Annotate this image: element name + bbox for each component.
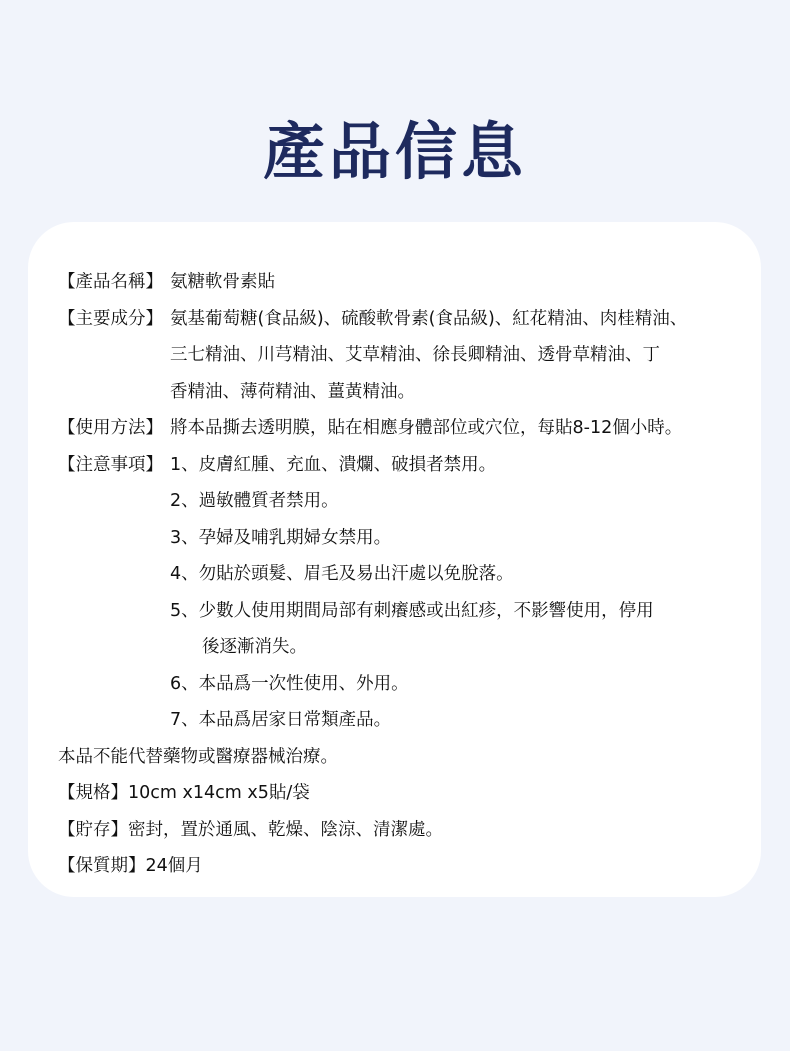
spec-label: 【規格】 <box>58 783 128 803</box>
note-item: 1、皮膚紅腫、充血、潰爛、破損者禁用。 <box>170 454 497 475</box>
ingredients-line: 三七精油、川芎精油、艾草精油、徐長卿精油、透骨草精油、丁 <box>170 345 660 365</box>
storage-value: 密封，置於通風、乾燥、陰涼、清潔處。 <box>128 819 443 840</box>
usage-label: 【使用方法】 <box>58 418 163 438</box>
note-item-continuation: 後逐漸消失。 <box>202 637 307 657</box>
storage-label: 【貯存】 <box>58 819 128 840</box>
note-item: 2、過敏體質者禁用。 <box>170 491 339 511</box>
product-info-content <box>58 264 758 885</box>
page-title: 產品信息 <box>262 115 527 188</box>
usage-row <box>58 410 758 447</box>
note-item: 3、孕婦及哺乳期婦女禁用。 <box>170 527 392 548</box>
disclaimer-text: 本品不能代替藥物或醫療器械治療。 <box>58 746 338 767</box>
usage-value: 將本品撕去透明膜，貼在相應身體部位或穴位，每貼8-12個小時。 <box>170 418 683 438</box>
product-name-row <box>58 264 758 301</box>
product-name-value: 氨糖軟骨素貼 <box>170 272 275 292</box>
spec-value: 10cm x14cm x5貼/袋 <box>128 783 310 803</box>
ingredients-row <box>58 301 758 411</box>
product-name-label: 【產品名稱】 <box>58 272 163 292</box>
shelf-life-row <box>58 848 758 885</box>
shelf-life-value: 24個月 <box>145 856 203 876</box>
ingredients-label: 【主要成分】 <box>58 308 163 329</box>
notes-list <box>170 447 758 739</box>
shelf-life-label: 【保質期】 <box>58 856 146 876</box>
note-item: 6、本品爲一次性使用、外用。 <box>170 673 409 694</box>
ingredients-line: 氨基葡萄糖(食品級)、硫酸軟骨素(食品級)、紅花精油、肉桂精油、 <box>170 308 688 329</box>
ingredients-line: 香精油、薄荷精油、薑黃精油。 <box>170 381 415 402</box>
note-item: 4、勿貼於頭髮、眉毛及易出汗處以免脫落。 <box>170 564 514 584</box>
note-item: 7、本品爲居家日常類產品。 <box>170 710 392 730</box>
storage-row <box>58 812 758 849</box>
notes-label: 【注意事項】 <box>58 454 163 475</box>
spec-row <box>58 775 758 812</box>
note-item: 5、少數人使用期間局部有刺癢感或出紅疹，不影響使用，停用 <box>170 600 654 621</box>
ingredients-value <box>170 301 758 411</box>
notes-row <box>58 447 758 739</box>
